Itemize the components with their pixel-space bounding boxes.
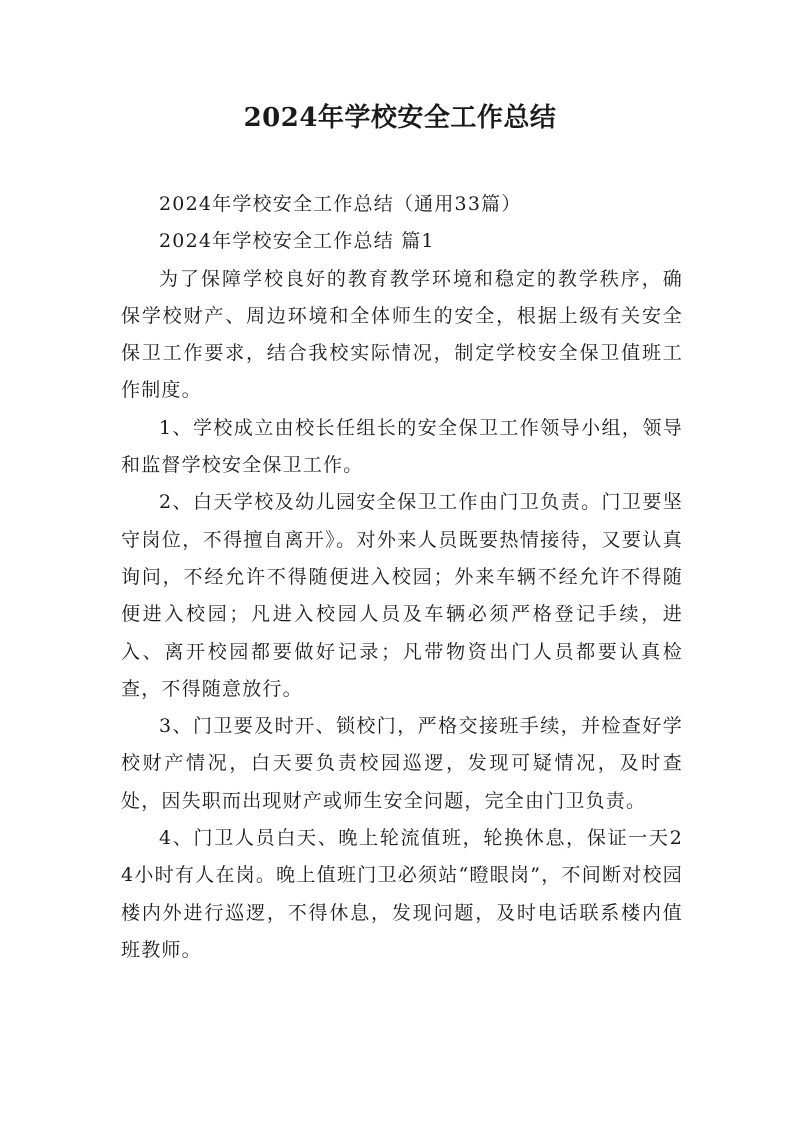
intro-paragraph: 为了保障学校良好的教育教学环境和稳定的教学秩序，确保学校财产、周边环境和全体师生的安全，根据上级有关安全保卫工作要求，结合我校实际情况，制定学校安全保卫值班工作制度。	[121, 267, 683, 402]
section-heading: 2024年学校安全工作总结 篇1	[159, 230, 435, 253]
document-title: 2024年学校安全工作总结	[243, 103, 557, 133]
rule-paragraph-4: 4、门卫人员白天、晚上轮流值班，轮换休息，保证一天24小时有人在岗。晚上值班门卫必须站“瞪眼岗”，不间断对校园楼内外进行巡逻，不得休息，发现问题，及时电话联系楼内值班教师。	[121, 827, 683, 961]
rule-paragraph-1: 1、学校成立由校长任组长的安全保卫工作领导小组，领导和监督学校安全保卫工作。	[121, 416, 683, 477]
rule-paragraph-3: 3、门卫要及时开、锁校门，严格交接班手续，并检查好学校财产情况，白天要负责校园巡逻，发现可疑情况，及时查处，因失职而出现财产或师生安全问题，完全由门卫负责。	[121, 715, 683, 812]
subtitle-collection: 2024年学校安全工作总结（通用33篇）	[159, 193, 522, 215]
rule-paragraph-2: 2、白天学校及幼儿园安全保卫工作由门卫负责。门卫要坚守岗位，不得擅自离开》。对外来人员既要热情接待，又要认真询问，不经允许不得随便进入校园；外来车辆不经允许不得随便进入校园；凡进入校园人员及车辆必须严格登记手续，进入、离开校园都要做好记录；凡带物资出门人员都要认真检查，不得随意放行。	[121, 491, 683, 700]
document-body	[121, 186, 683, 969]
